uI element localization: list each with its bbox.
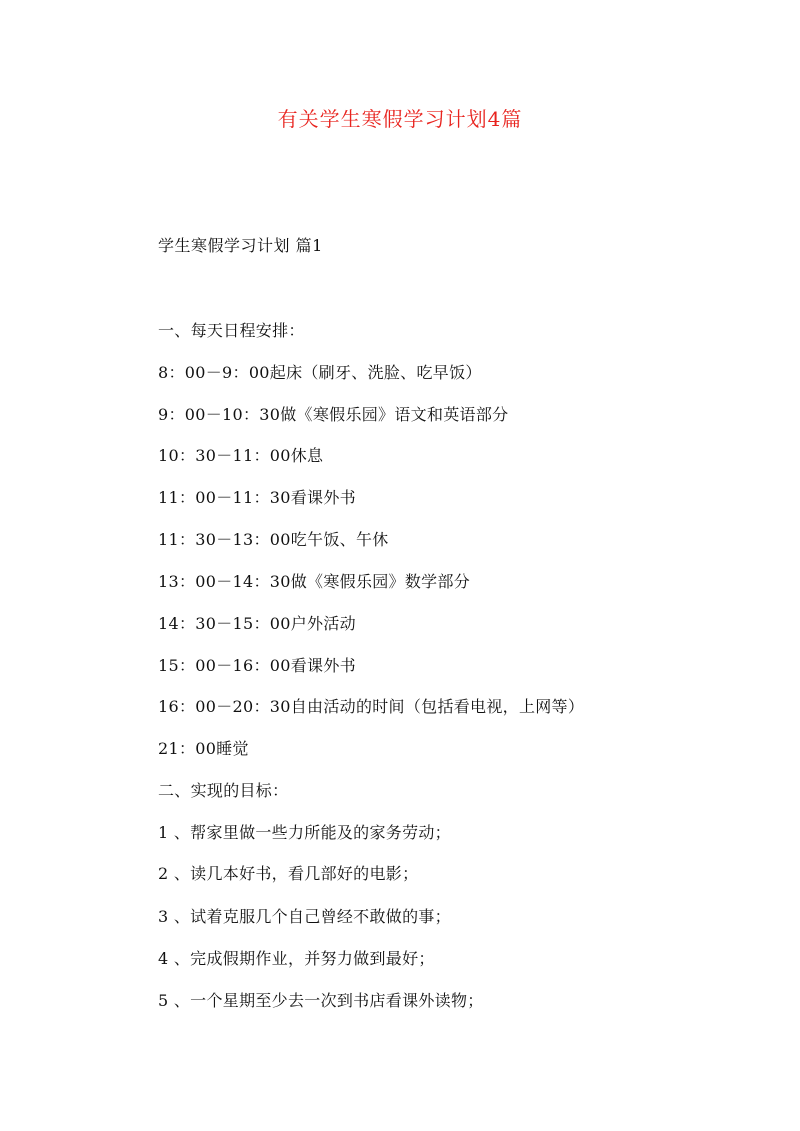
heading-goals: 二、实现的目标： — [158, 781, 289, 800]
schedule-line: 16：00－20：30自由活动的时间（包括看电视，上网等） — [158, 697, 585, 716]
goal-line: 1 、帮家里做一些力所能及的家务劳动； — [158, 823, 451, 842]
goal-line: 3 、试着克服几个自己曾经不敢做的事； — [158, 907, 451, 926]
schedule-line: 8：00－9：00起床（刷牙、洗脸、吃早饭） — [158, 363, 482, 382]
schedule-line: 11：30－13：00吃午饭、午休 — [158, 530, 389, 549]
heading-daily-schedule: 一、每天日程安排： — [158, 321, 305, 340]
goal-line: 2 、读几本好书，看几部好的电影； — [158, 864, 419, 883]
section-heading: 学生寒假学习计划 篇1 — [158, 236, 323, 255]
schedule-line: 14：30－15：00户外活动 — [158, 614, 356, 633]
goal-line: 4 、完成假期作业，并努力做到最好； — [158, 949, 435, 968]
schedule-line: 10：30－11：00休息 — [158, 446, 324, 465]
schedule-line: 9：00－10：30做《寒假乐园》语文和英语部分 — [158, 405, 509, 424]
schedule-line: 11：00－11：30看课外书 — [158, 488, 356, 507]
document-title: 有关学生寒假学习计划4篇 — [277, 107, 523, 131]
schedule-line: 13：00－14：30做《寒假乐园》数学部分 — [158, 572, 471, 591]
schedule-line: 15：00－16：00看课外书 — [158, 656, 356, 675]
goal-line: 5 、一个星期至少去一次到书店看课外读物； — [158, 991, 484, 1010]
schedule-line: 21：00睡觉 — [158, 739, 249, 758]
